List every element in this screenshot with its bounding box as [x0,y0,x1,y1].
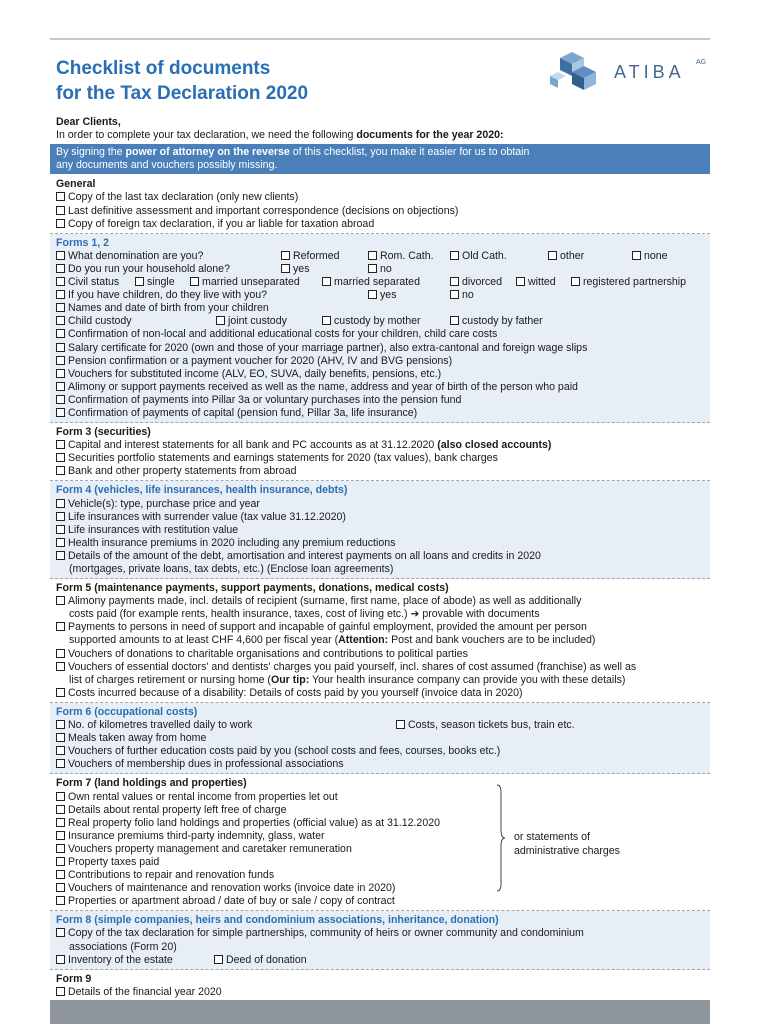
checkbox[interactable] [56,538,65,547]
checklist-item[interactable] [56,856,704,869]
checklist-item[interactable] [56,758,704,771]
page-title [56,56,308,106]
checkbox[interactable] [56,759,65,768]
item-label: Civil status [68,276,120,289]
checkbox[interactable] [56,896,65,905]
item-label: Copy of foreign tax declaration, if you ar liable for taxation abroad [68,217,375,230]
item-label: Alimony payments made, incl. details of recipient (surname, first name, place of abode) as well as additionally [68,595,582,608]
item-continuation: (mortgages, private loans, tax debts, etc.) (Enclose loan agreements) [69,563,394,575]
item-continuation [56,674,704,687]
checkbox[interactable] [56,316,65,325]
item-label: Vouchers of maintenance and renovation works (invoice date in 2020) [68,882,396,895]
checkbox[interactable] [516,277,525,286]
title-line-2: for the Tax Declaration 2020 [56,83,309,104]
section-heading: Form 4 (vehicles, life insurances, health insurance, debts) [56,484,348,497]
item-label: Capital and interest statements for all bank and PC accounts as at 31.12.2020 [68,439,438,452]
checklist-item[interactable] [56,719,252,732]
checkbox[interactable] [56,343,65,352]
checklist-item[interactable] [56,550,704,563]
arrow-right-icon: ➔ [410,608,420,621]
option-registered-partnership[interactable] [571,276,686,289]
section-heading: General [56,178,96,191]
checkbox[interactable] [56,499,65,508]
section-form-8 [50,911,710,969]
top-rule [50,38,710,40]
checkbox[interactable] [368,251,377,260]
checklist-item[interactable] [56,368,704,381]
item-label: Contributions to repair and renovation funds [68,869,275,882]
atiba-logo [550,50,710,96]
checklist-item[interactable] [56,745,704,758]
option-single[interactable] [135,276,175,289]
option-none[interactable] [632,250,668,263]
checkbox[interactable] [216,316,225,325]
checkbox[interactable] [450,316,459,325]
item-label: Copy of the tax declaration for simple partnerships, community of heirs or owner community and condominium [68,927,584,940]
section-heading: Form 5 (maintenance payments, support payments, donations, medical costs) [56,582,449,595]
option-label: yes [293,262,310,275]
custody-row [56,315,704,328]
option-label: witted [528,276,556,289]
checkbox[interactable] [56,525,65,534]
checkbox[interactable] [322,316,331,325]
item-label: Life insurances with surrender value (tax value 31.12.2020) [68,510,346,523]
item-label: Details of the amount of the debt, amortisation and interest payments on all loans and credits in 2020 [68,549,541,562]
continuation-tail: Post and bank vouchers are to be included) [388,634,596,647]
section-form-3 [50,423,710,481]
checklist [50,116,710,1001]
intro-text: In order to complete your tax declaration, we need the following [56,129,357,142]
item-label: Life insurances with restitution value [68,523,239,536]
item-label: Meals taken away from home [68,732,207,745]
footer-band [50,1000,710,1024]
checkbox[interactable] [56,596,65,605]
continuation-tail: Your health insurance company can provide you with these details) [309,673,626,686]
checkbox[interactable] [56,264,65,273]
checkbox[interactable] [56,408,65,417]
checklist-item[interactable] [214,954,307,967]
checkbox[interactable] [56,733,65,742]
section-form-4 [50,481,710,579]
checklist-item[interactable] [56,218,704,231]
checkbox[interactable] [56,688,65,697]
option-married-separated[interactable] [322,276,420,289]
checkbox[interactable] [56,206,65,215]
item-label: Own rental values or rental income from properties let out [68,790,338,803]
item-label: Vehicle(s): type, purchase price and year [68,497,260,510]
checkbox[interactable] [56,746,65,755]
item-label: Securities portfolio statements and earnings statements for 2020 (tax values), bank charges [68,452,498,465]
continuation-text: list of charges retirement or nursing home ( [69,673,271,686]
brace-note [514,831,620,857]
checklist-item[interactable] [56,954,173,967]
greeting [50,116,710,142]
checkbox[interactable] [368,264,377,273]
checkbox[interactable] [368,290,377,299]
denomination-row [56,250,704,263]
option-no[interactable] [450,289,474,302]
option-joint-custody[interactable] [216,315,287,328]
item-label: Confirmation of non-local and additional educational costs for your children, child care costs [68,328,498,341]
checklist-item[interactable] [56,986,704,999]
checkbox[interactable] [56,928,65,937]
option-label: single [147,276,175,289]
checkbox[interactable] [450,277,459,286]
notice-bold: power of attorney on the reverse [125,146,290,159]
item-label: Insurance premiums third-party indemnity, glass, water [68,829,325,842]
checklist-item[interactable] [56,465,704,478]
option-label: joint custody [228,315,287,328]
logo-wordmark: ATIBA [614,62,685,82]
checklist-item[interactable] [56,661,704,674]
option-label: married separated [334,276,420,289]
checklist-item[interactable] [56,524,704,537]
checkbox[interactable] [281,264,290,273]
checkbox[interactable] [396,720,405,729]
checklist-item[interactable] [56,511,704,524]
checklist-item[interactable] [56,289,267,302]
checklist-item[interactable] [56,315,132,328]
checklist-item[interactable] [56,205,704,218]
checklist-item[interactable] [56,621,704,634]
checkbox[interactable] [56,356,65,365]
option-label: Reformed [293,249,340,262]
curly-brace-icon [495,784,505,892]
option-label: registered partnership [583,276,687,289]
section-form-7 [50,774,710,911]
checklist-item[interactable] [56,869,704,882]
item-label: Property taxes paid [68,855,160,868]
item-bold: (also closed accounts) [437,439,552,452]
option-custody-by-mother[interactable] [322,315,421,328]
item-label: Vouchers of donations to charitable organisations and contributions to political parties [68,647,468,660]
checkbox[interactable] [571,277,580,286]
item-continuation [56,608,704,621]
checkbox[interactable] [190,277,199,286]
item-continuation: associations (Form 20) [69,940,177,953]
item-label: Details of the financial year 2020 [68,985,222,998]
checkbox[interactable] [450,290,459,299]
item-label: Costs incurred because of a disability: Details of costs paid by you yourself (invoice data in 2020) [68,686,523,699]
checkbox[interactable] [56,466,65,475]
item-label: Confirmation of payments into Pillar 3a or voluntary purchases into the pension fund [68,393,462,406]
option-label: none [644,249,668,262]
checkbox[interactable] [56,720,65,729]
option-rom-cath[interactable] [368,250,434,263]
checkbox[interactable] [56,792,65,801]
item-label: Details about rental property left free of charge [68,803,287,816]
checkbox[interactable] [56,649,65,658]
option-no[interactable] [368,263,392,276]
option-yes[interactable] [368,289,397,302]
option-reformed[interactable] [281,250,340,263]
section-heading: Form 7 (land holdings and properties) [56,777,247,790]
checklist-item[interactable] [56,250,203,263]
continuation-bold: Attention: [338,634,389,647]
checklist-item[interactable] [56,302,704,315]
checkbox[interactable] [56,622,65,631]
checkbox[interactable] [56,440,65,449]
title-line-1: Checklist of documents [56,58,271,79]
checkbox[interactable] [56,818,65,827]
item-label: No. of kilometres travelled daily to work [68,719,253,732]
checkbox[interactable] [56,831,65,840]
checkbox[interactable] [56,277,65,286]
household-row [56,263,704,276]
checklist-item[interactable] [56,191,704,204]
brace-note-line-1: or statements of [514,831,590,844]
checklist-item[interactable] [56,895,704,908]
inventory-row [56,954,704,967]
checkbox[interactable] [56,369,65,378]
option-label: married unseparated [202,276,300,289]
item-label: Vouchers for substituted income (ALV, EO, SUVA, daily benefits, pensions, etc.) [68,367,442,380]
option-label: custody by father [462,315,543,328]
item-label: Health insurance premiums in 2020 including any premium reductions [68,536,396,549]
civil-status-row [56,276,704,289]
logo-suffix: AG [696,59,707,66]
item-label: If you have children, do they live with you? [68,289,268,302]
intro [56,129,710,142]
checklist-item[interactable] [56,804,704,817]
option-label: divorced [462,276,503,289]
checklist-item[interactable] [56,355,704,368]
checkbox[interactable] [56,805,65,814]
checklist-item[interactable] [56,407,704,420]
item-label: Pension confirmation or a payment voucher for 2020 (AHV, IV and BVG pensions) [68,354,453,367]
section-form-5 [50,579,710,703]
checkbox[interactable] [56,251,65,260]
checklist-item[interactable] [56,595,704,608]
checklist-item[interactable] [56,263,230,276]
section-forms-1-2 [50,234,710,423]
item-label: What denomination are you? [68,249,204,262]
option-witted[interactable] [516,276,556,289]
option-divorced[interactable] [450,276,502,289]
option-old-cath[interactable] [450,250,507,263]
checkbox[interactable] [56,662,65,671]
notice-pre: By signing the [56,146,126,159]
section-heading: Form 6 (occupational costs) [56,705,198,718]
power-of-attorney-notice [50,144,710,175]
option-label: yes [380,289,397,302]
option-label: Rom. Cath. [380,249,434,262]
checkbox[interactable] [56,395,65,404]
item-label: Inventory of the estate [68,953,173,966]
option-label: custody by mother [334,315,421,328]
option-other[interactable] [548,250,584,263]
item-label: Payments to persons in need of support and incapable of gainful employment, provided the amount per person [68,621,587,634]
option-married-unseparated[interactable] [190,276,300,289]
item-label: Vouchers property management and caretaker remuneration [68,842,352,855]
km-row [56,719,704,732]
item-label: Bank and other property statements from abroad [68,465,297,478]
item-label: Names and date of birth from your children [68,302,269,315]
section-heading: Form 3 (securities) [56,426,151,439]
item-label: Alimony or support payments received as well as the name, address and year of birth of the person who paid [68,380,578,393]
checkbox[interactable] [56,870,65,879]
checkbox[interactable] [56,883,65,892]
item-label: Do you run your household alone? [68,262,230,275]
item-continuation [56,634,704,647]
item-label: Copy of the last tax declaration (only new clients) [68,191,299,204]
option-yes[interactable] [281,263,310,276]
checkbox[interactable] [281,251,290,260]
item-label: Deed of donation [226,953,307,966]
checklist-item[interactable] [56,328,704,341]
checkbox[interactable] [56,290,65,299]
checklist-item[interactable] [56,537,704,550]
continuation-tail: provable with documents [419,608,540,621]
checklist-item[interactable] [56,648,704,661]
logo-mark-icon [550,50,606,94]
item-label: Costs, season tickets bus, train etc. [408,719,575,732]
continuation-text: costs paid (for example rents, health insurance, taxes, cost of living etc.) [69,608,408,621]
section-form-6 [50,703,710,774]
checkbox[interactable] [56,192,65,201]
checkbox[interactable] [56,219,65,228]
salutation: Dear Clients, [56,116,121,128]
checklist-item[interactable] [56,882,704,895]
option-custody-by-father[interactable] [450,315,543,328]
intro-bold: documents for the year 2020: [356,129,504,142]
item-label: Child custody [68,315,132,328]
checkbox[interactable] [56,551,65,560]
option-label: no [462,289,474,302]
brace-note-line-2: administrative charges [514,844,620,857]
item-label: Last definitive assessment and important correspondence (decisions on objections) [68,204,459,217]
checkbox[interactable] [56,987,65,996]
checkbox[interactable] [450,251,459,260]
option-label: other [560,249,585,262]
checkbox[interactable] [56,857,65,866]
item-label: Salary certificate for 2020 (own and those of your marriage partner), also extra-cantonal and foreign wage slips [68,341,588,354]
checkbox[interactable] [632,251,641,260]
option-label: no [380,262,392,275]
continuation-text: supported amounts to at least CHF 4,600 per fiscal year ( [69,634,339,647]
checklist-item[interactable] [56,732,704,745]
section-heading: Form 8 (simple companies, heirs and condominium associations, inheritance, donation) [56,914,499,927]
checkbox[interactable] [56,955,65,964]
option-label: Old Cath. [462,249,507,262]
checklist-item[interactable] [396,719,575,732]
item-label: Vouchers of membership dues in professional associations [68,758,344,771]
checkbox[interactable] [322,277,331,286]
item-label: Properties or apartment abroad / date of buy or sale / copy of contract [68,895,395,908]
checkbox[interactable] [56,303,65,312]
checklist-item[interactable] [56,452,704,465]
checkbox[interactable] [56,329,65,338]
checklist-item[interactable] [56,817,704,830]
checkbox[interactable] [56,844,65,853]
section-heading: Forms 1, 2 [56,236,109,249]
notice-post: of this checklist, you make it easier for us to obtain [289,146,530,159]
continuation-bold: Our tip: [270,673,310,686]
checkbox[interactable] [548,251,557,260]
checkbox[interactable] [56,453,65,462]
checklist-item[interactable] [56,394,704,407]
checklist-item[interactable] [56,687,704,700]
children-row [56,289,704,302]
section-form-9 [50,970,710,1001]
checklist-item[interactable] [56,927,704,940]
checkbox[interactable] [56,512,65,521]
checkbox[interactable] [56,382,65,391]
checkbox[interactable] [214,955,223,964]
checklist-item[interactable] [56,498,704,511]
notice-line-2: any documents and vouchers possibly missing. [56,159,278,172]
checklist-item[interactable] [56,791,704,804]
checkbox[interactable] [135,277,144,286]
checklist-item[interactable] [56,439,704,452]
item-label: Vouchers of further education costs paid by you (school costs and fees, courses, books etc.) [68,745,501,758]
item-label: Vouchers of essential doctors' and dentists' charges you paid yourself, incl. shares of cost assumed (franchise) as well as [68,660,637,673]
section-general [50,175,710,233]
checklist-item[interactable] [56,381,704,394]
item-label: Real property folio land holdings and properties (official value) as at 31.12.2020 [68,816,440,829]
checklist-item[interactable] [56,342,704,355]
section-heading: Form 9 [56,972,92,985]
checklist-item[interactable] [56,276,119,289]
item-label: Confirmation of payments of capital (pension fund, Pillar 3a, life insurance) [68,406,418,419]
